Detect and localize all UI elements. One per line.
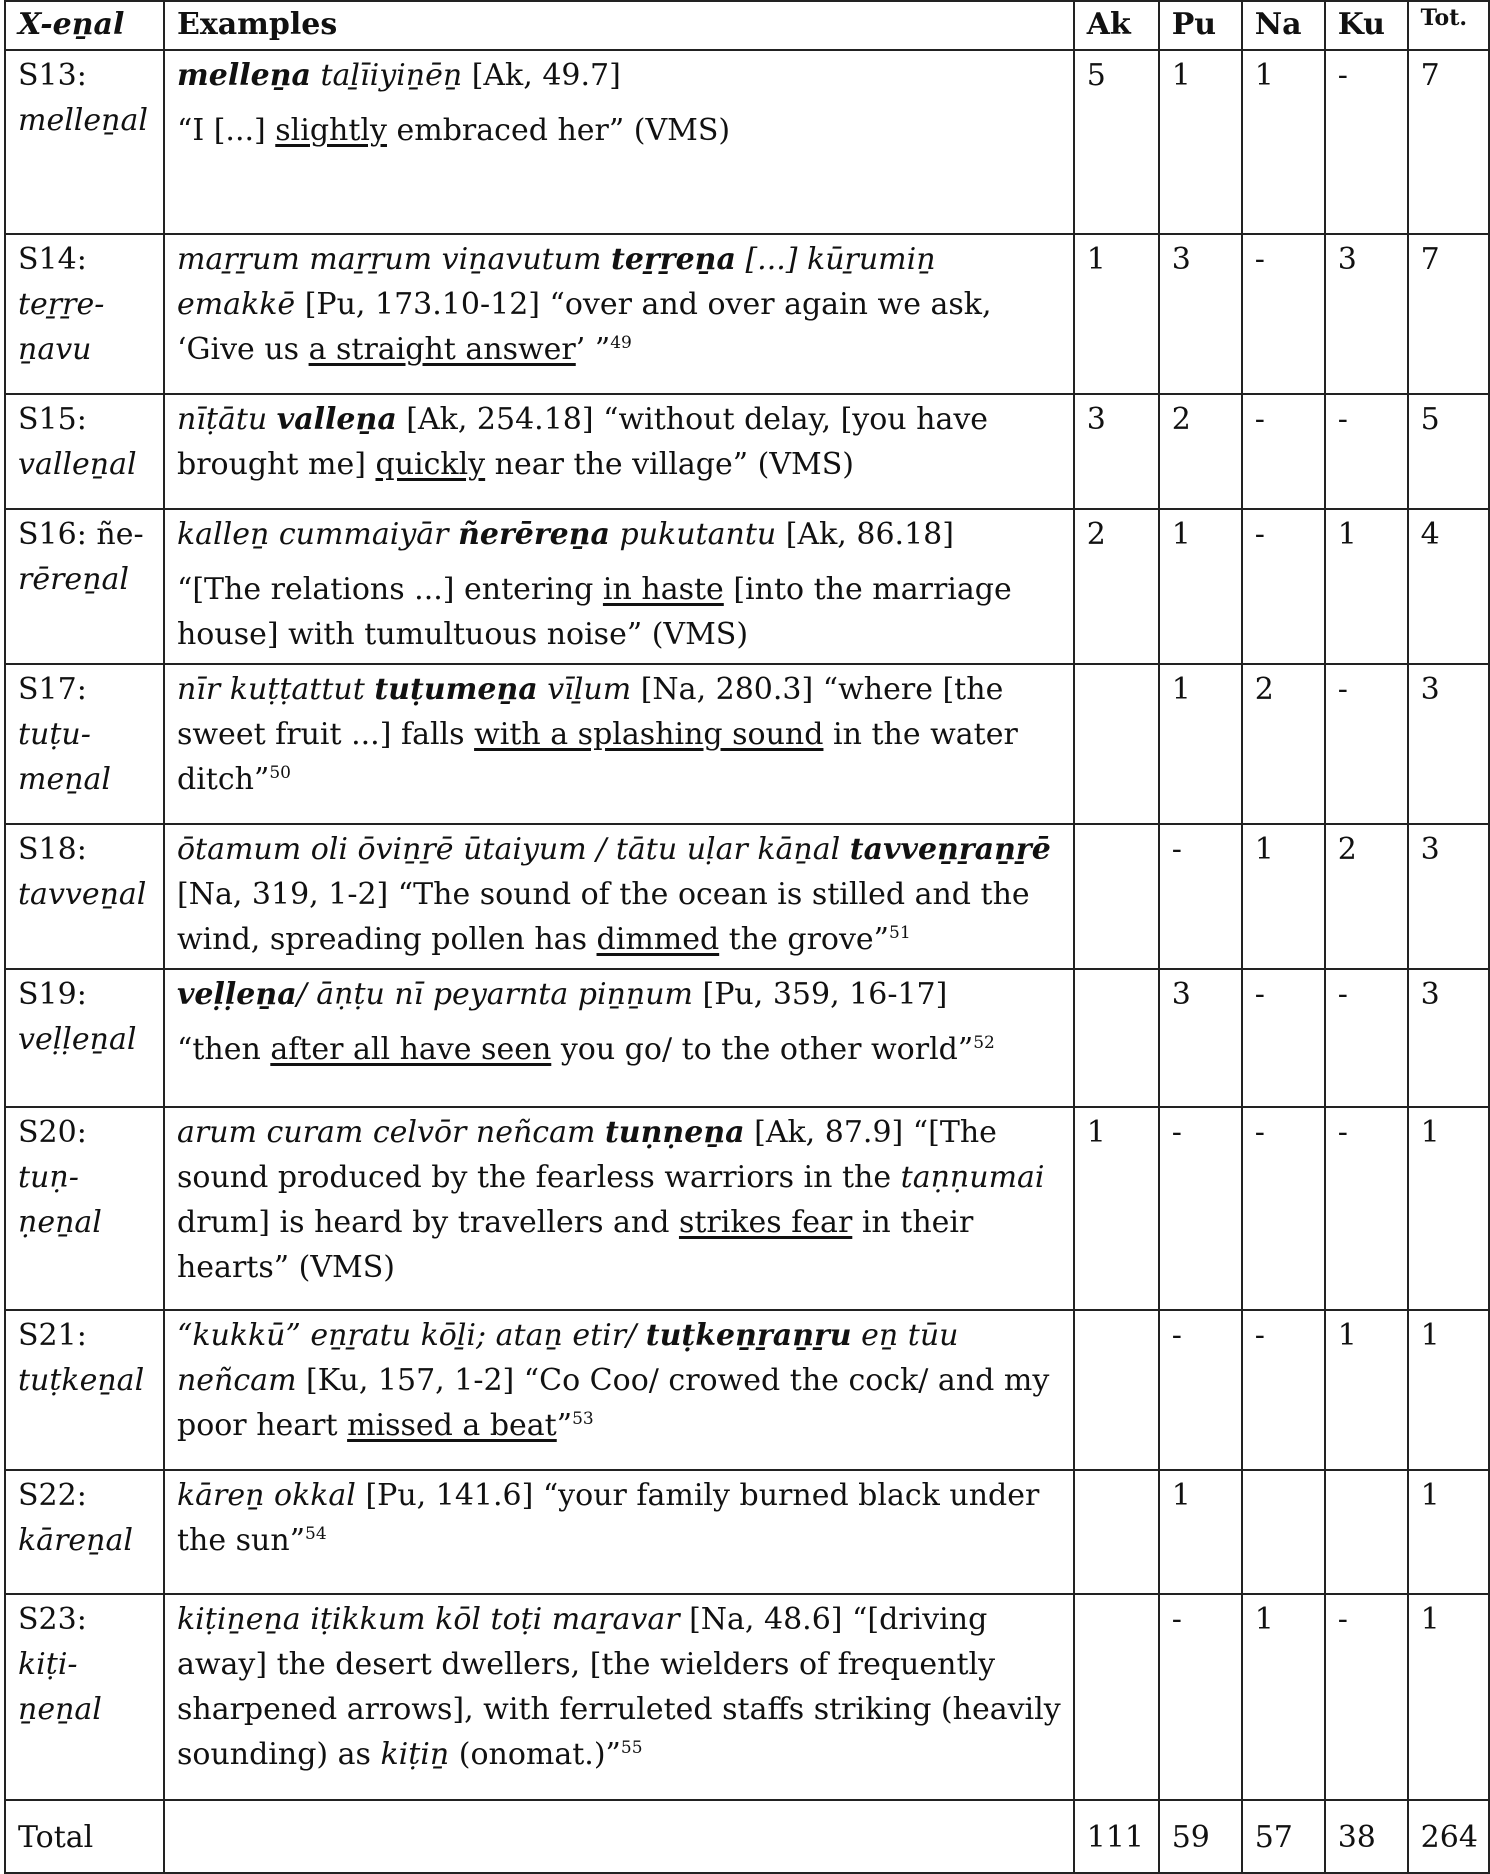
row-term-cont: ṉavu [18, 332, 92, 367]
row-term-cont: ṉeṉal [18, 1692, 102, 1727]
citation: [Na, 319, 1-2] “The sound of the ocean is stilled and the wind, spreading pollen has [176, 877, 1030, 957]
tamil-keyword: tuṭkeṉṟaṉṟu [645, 1318, 852, 1353]
row-term: teṟṟe- [18, 287, 105, 322]
row-label [5, 824, 164, 969]
citation: [Ak, 86.18] [776, 517, 954, 552]
row-label [5, 1107, 164, 1310]
citation: [Na, 48.6] “[driving away] the desert dwellers, [the wielders of frequently sharpened arrows], with ferruleted staffs striking (heavily sounding) as [176, 1602, 1061, 1772]
tamil-keyword: ñerēreṉa [458, 517, 610, 552]
row-label [5, 664, 164, 824]
citation: [Ak, 87.9] “[The sound produced by the fearless warriors in the [176, 1115, 997, 1195]
count-pu: 1 [1159, 664, 1242, 824]
count-na: - [1242, 1107, 1325, 1310]
table-row [5, 1470, 1489, 1594]
citation: [Na, 280.3] “where [the sweet fruit ...] falls [176, 672, 1004, 752]
tamil-text: kiṭiṉeṉa iṭikkum kōl toṭi maṟavar [176, 1602, 680, 1637]
row-id: S17: [18, 672, 87, 707]
count-na: 1 [1242, 824, 1325, 969]
table-row [5, 664, 1489, 824]
underlined-gloss: with a splashing sound [474, 717, 824, 752]
row-term: valleṉal [18, 447, 137, 482]
tamil-text: nīṭātu [176, 402, 277, 437]
count-total: 3 [1408, 664, 1489, 824]
row-example [164, 969, 1074, 1107]
footnote-ref: 50 [269, 763, 291, 783]
count-total: 4 [1408, 509, 1489, 664]
row-label [5, 509, 164, 664]
count-ku: - [1325, 1594, 1408, 1800]
row-example [164, 50, 1074, 234]
table-row [5, 1594, 1489, 1800]
count-ku: 1 [1325, 509, 1408, 664]
row-example: kiṭiṉeṉa iṭikkum kōl toṭi maṟavar [Na, 48.6] “[driving away] the desert dwellers, [the wielders of frequently sharpened arrows], with ferruleted staffs striking (heavily sounding) as kiṭiṉ (onomat.)”$^{55}$ [164, 1594, 1074, 1800]
count-pu: 2 [1159, 394, 1242, 509]
citation: [Ak, 49.7] [462, 58, 621, 93]
count-total: 5 [1408, 394, 1489, 509]
count-pu: 1 [1159, 1470, 1242, 1594]
row-label [5, 1310, 164, 1470]
table-row [5, 969, 1489, 1107]
tamil-text: ōtamum oli ōviṉṟē ūtaiyum / tātu uḷar kāṉal [176, 832, 850, 867]
tamil-text: taṇṇumai [900, 1160, 1045, 1195]
header-pu: Pu [1159, 1, 1242, 50]
header-na: Na [1242, 1, 1325, 50]
row-term: kiṭi- [18, 1647, 78, 1682]
row-term: melleṉal [18, 103, 148, 138]
header-ku: Ku [1325, 1, 1408, 50]
row-id: S21: [18, 1318, 87, 1353]
count-ku: 1 [1325, 1310, 1408, 1470]
count-total: 1 [1408, 1594, 1489, 1800]
count-total: 1 [1408, 1470, 1489, 1594]
tamil-text: [...] kūṟumiṉ emakkē [176, 242, 936, 322]
row-term: tuṭu- [18, 717, 91, 752]
count-na [1242, 1470, 1325, 1594]
tamil-keyword: tuṭumeṉa [374, 672, 538, 707]
row-id: S18: [18, 832, 87, 867]
table-row [5, 50, 1489, 234]
count-ak: 1 [1074, 1107, 1159, 1310]
tamil-text: maṟṟum maṟṟum viṉavutum [176, 242, 612, 277]
count-pu: - [1159, 824, 1242, 969]
tamil-text: eṉ tūu neñcam [176, 1318, 959, 1398]
citation: [Pu, 141.6] “your family burned black under the sun” [176, 1478, 1040, 1558]
count-ku [1325, 1470, 1408, 1594]
tamil-keyword: melleṉa [176, 58, 311, 93]
row-id: S14: [18, 242, 87, 277]
tamil-text: pukutantu [610, 517, 777, 552]
count-na: - [1242, 1310, 1325, 1470]
count-ak: 5 [1074, 50, 1159, 234]
row-term: tuṇ- [18, 1160, 79, 1195]
underlined-gloss: in haste [602, 572, 724, 607]
row-id: S13: [18, 58, 87, 93]
underlined-gloss: missed a beat [347, 1408, 557, 1443]
examples-table [4, 0, 1490, 1874]
row-example: arum curam celvōr neñcam tuṇṇeṉa [Ak, 87.9] “[The sound produced by the fearless warriors in the taṇṇumai drum] is heard by travellers and strikes fear in their hearts” (VMS) [164, 1107, 1074, 1310]
count-ku: - [1325, 969, 1408, 1107]
count-ak [1074, 1594, 1159, 1800]
count-ak [1074, 664, 1159, 824]
row-label [5, 394, 164, 509]
translation: “then after all have seen you go/ to the other world”$^{52}$ [176, 1032, 995, 1067]
underlined-gloss: a straight answer [308, 332, 576, 367]
count-na: - [1242, 234, 1325, 394]
count-pu: - [1159, 1310, 1242, 1470]
underlined-gloss: strikes fear [678, 1205, 853, 1240]
count-na: 1 [1242, 1594, 1325, 1800]
total-ku: 38 [1325, 1800, 1408, 1873]
count-total: 7 [1408, 50, 1489, 234]
count-pu: - [1159, 1594, 1242, 1800]
total-ak: 111 [1074, 1800, 1159, 1873]
citation: [Ak, 254.18] “without delay, [you have brought me] [176, 402, 989, 482]
row-id: S22: [18, 1478, 87, 1513]
count-ku: 3 [1325, 234, 1408, 394]
table-row [5, 234, 1489, 394]
header-examples: Examples [164, 1, 1074, 50]
table-row [5, 1107, 1489, 1310]
row-term: veḷḷeṉal [18, 1022, 137, 1057]
row-id: S15: [18, 402, 87, 437]
tamil-text: arum curam celvōr neñcam [176, 1115, 605, 1150]
row-example: ōtamum oli ōviṉṟē ūtaiyum / tātu uḷar kāṉal tavveṉṟaṉṟē [Na, 319, 1-2] “The sound of the ocean is stilled and the wind, spreading pollen has dimmed the grove”$^{51}$ [164, 824, 1074, 969]
row-label [5, 1594, 164, 1800]
row-id: S19: [18, 977, 87, 1012]
total-na: 57 [1242, 1800, 1325, 1873]
total-pu: 59 [1159, 1800, 1242, 1873]
tamil-keyword: teṟṟeṉa [611, 242, 736, 277]
row-term: rēreṉal [18, 562, 129, 597]
tamil-text: kāreṉ okkal [176, 1478, 356, 1513]
count-pu: 3 [1159, 234, 1242, 394]
count-na: - [1242, 394, 1325, 509]
count-ak: 3 [1074, 394, 1159, 509]
row-label [5, 50, 164, 234]
footnote-ref: 54 [305, 1524, 327, 1544]
count-na: 1 [1242, 50, 1325, 234]
tamil-text: vīḻum [537, 672, 632, 707]
citation: [Pu, 359, 16-17] [693, 977, 948, 1012]
row-example [164, 509, 1074, 664]
tamil-keyword: tavveṉṟaṉṟē [849, 832, 1051, 867]
footnote-ref: 49 [610, 333, 632, 353]
underlined-gloss: dimmed [596, 922, 720, 957]
tamil-text: kalleṉ cummaiyār [176, 517, 459, 552]
header-total: Tot. [1408, 1, 1489, 50]
count-ku: - [1325, 1107, 1408, 1310]
table-row [5, 1310, 1489, 1470]
count-pu: 1 [1159, 509, 1242, 664]
row-example: “kukkū” eṉṟatu kōḻi; ataṉ etir/ tuṭkeṉṟaṉṟu eṉ tūu neñcam [Ku, 157, 1-2] “Co Coo/ crowed the cock/ and my poor heart missed a beat”$^{53}$ [164, 1310, 1074, 1470]
row-example [164, 1470, 1074, 1594]
tamil-text: taḻīiyiṉēṉ [310, 58, 463, 93]
underlined-gloss: quickly [375, 447, 486, 482]
citation: [Ku, 157, 1-2] “Co Coo/ crowed the cock/ and my poor heart [176, 1363, 1050, 1443]
count-total: 1 [1408, 1310, 1489, 1470]
footnote-ref: 55 [620, 1738, 643, 1758]
row-term-cont: meṉal [18, 762, 112, 797]
row-label [5, 234, 164, 394]
translation: “I [...] slightly embraced her” (VMS) [176, 113, 731, 148]
translation: “[The relations ...] entering in haste [into the marriage house] with tumultuous noise” (VMS) [176, 572, 1012, 652]
count-ak [1074, 824, 1159, 969]
count-ku: - [1325, 394, 1408, 509]
tamil-keyword: tuṇṇeṉa [604, 1115, 745, 1150]
header-ak: Ak [1074, 1, 1159, 50]
count-ku: 2 [1325, 824, 1408, 969]
count-ak [1074, 969, 1159, 1107]
count-ak [1074, 1310, 1159, 1470]
count-total: 3 [1408, 969, 1489, 1107]
total-label: Total [5, 1800, 164, 1873]
count-na: - [1242, 509, 1325, 664]
table-row [5, 509, 1489, 664]
table-row [5, 394, 1489, 509]
total-row [5, 1800, 1489, 1873]
row-term: tuṭkeṉal [18, 1363, 145, 1398]
row-example: nīṭātu valleṉa [Ak, 254.18] “without delay, [you have brought me] quickly near the village” (VMS) [164, 394, 1074, 509]
citation: [Pu, 173.10-12] “over and over again we ask, ‘Give us [176, 287, 992, 367]
count-ak: 1 [1074, 234, 1159, 394]
count-ku: - [1325, 664, 1408, 824]
row-label [5, 1470, 164, 1594]
count-pu: 3 [1159, 969, 1242, 1107]
underlined-gloss: after all have seen [270, 1032, 552, 1067]
row-term: kāreṉal [18, 1523, 133, 1558]
row-id: S16: ñe- [18, 517, 144, 552]
count-ak: 2 [1074, 509, 1159, 664]
row-example: nīr kuṭṭattut tuṭumeṉa vīḻum [Na, 280.3] “where [the sweet fruit ...] falls with a splashing sound in the water ditch”$^{50}$ [164, 664, 1074, 824]
table-header-row [5, 1, 1489, 50]
header-x-enal: X-eṉal [5, 1, 164, 50]
row-id: S20: [18, 1115, 87, 1150]
count-ku: - [1325, 50, 1408, 234]
tamil-text: nīr kuṭṭattut [176, 672, 375, 707]
count-pu: - [1159, 1107, 1242, 1310]
row-term-cont: ṇeṉal [18, 1205, 102, 1240]
footnote-ref: 52 [973, 1033, 995, 1053]
footnote-ref: 51 [889, 923, 911, 943]
row-id: S23: [18, 1602, 87, 1637]
count-total: 1 [1408, 1107, 1489, 1310]
count-na: - [1242, 969, 1325, 1107]
row-label [5, 969, 164, 1107]
count-ak [1074, 1470, 1159, 1594]
table-row [5, 824, 1489, 969]
footnote-ref: 53 [572, 1409, 594, 1429]
row-term: tavveṉal [18, 877, 147, 912]
count-total: 3 [1408, 824, 1489, 969]
tamil-keyword: valleṉa [276, 402, 397, 437]
total-empty-cell [164, 1800, 1074, 1873]
total-tot: 264 [1408, 1800, 1489, 1873]
count-total: 7 [1408, 234, 1489, 394]
count-pu: 1 [1159, 50, 1242, 234]
tamil-text: “kukkū” eṉṟatu kōḻi; ataṉ etir/ [176, 1318, 646, 1353]
underlined-gloss: slightly [275, 113, 387, 148]
tamil-text: / āṇṭu nī peyarnta piṉṉum [296, 977, 693, 1012]
count-na: 2 [1242, 664, 1325, 824]
tamil-text: kiṭiṉ [380, 1737, 450, 1772]
row-example: maṟṟum maṟṟum viṉavutum teṟṟeṉa [...] kūṟumiṉ emakkē [Pu, 173.10-12] “over and over again we ask, ‘Give us a straight answer’ ”$^{49}$ [164, 234, 1074, 394]
tamil-keyword: veḷḷeṉa [176, 977, 297, 1012]
